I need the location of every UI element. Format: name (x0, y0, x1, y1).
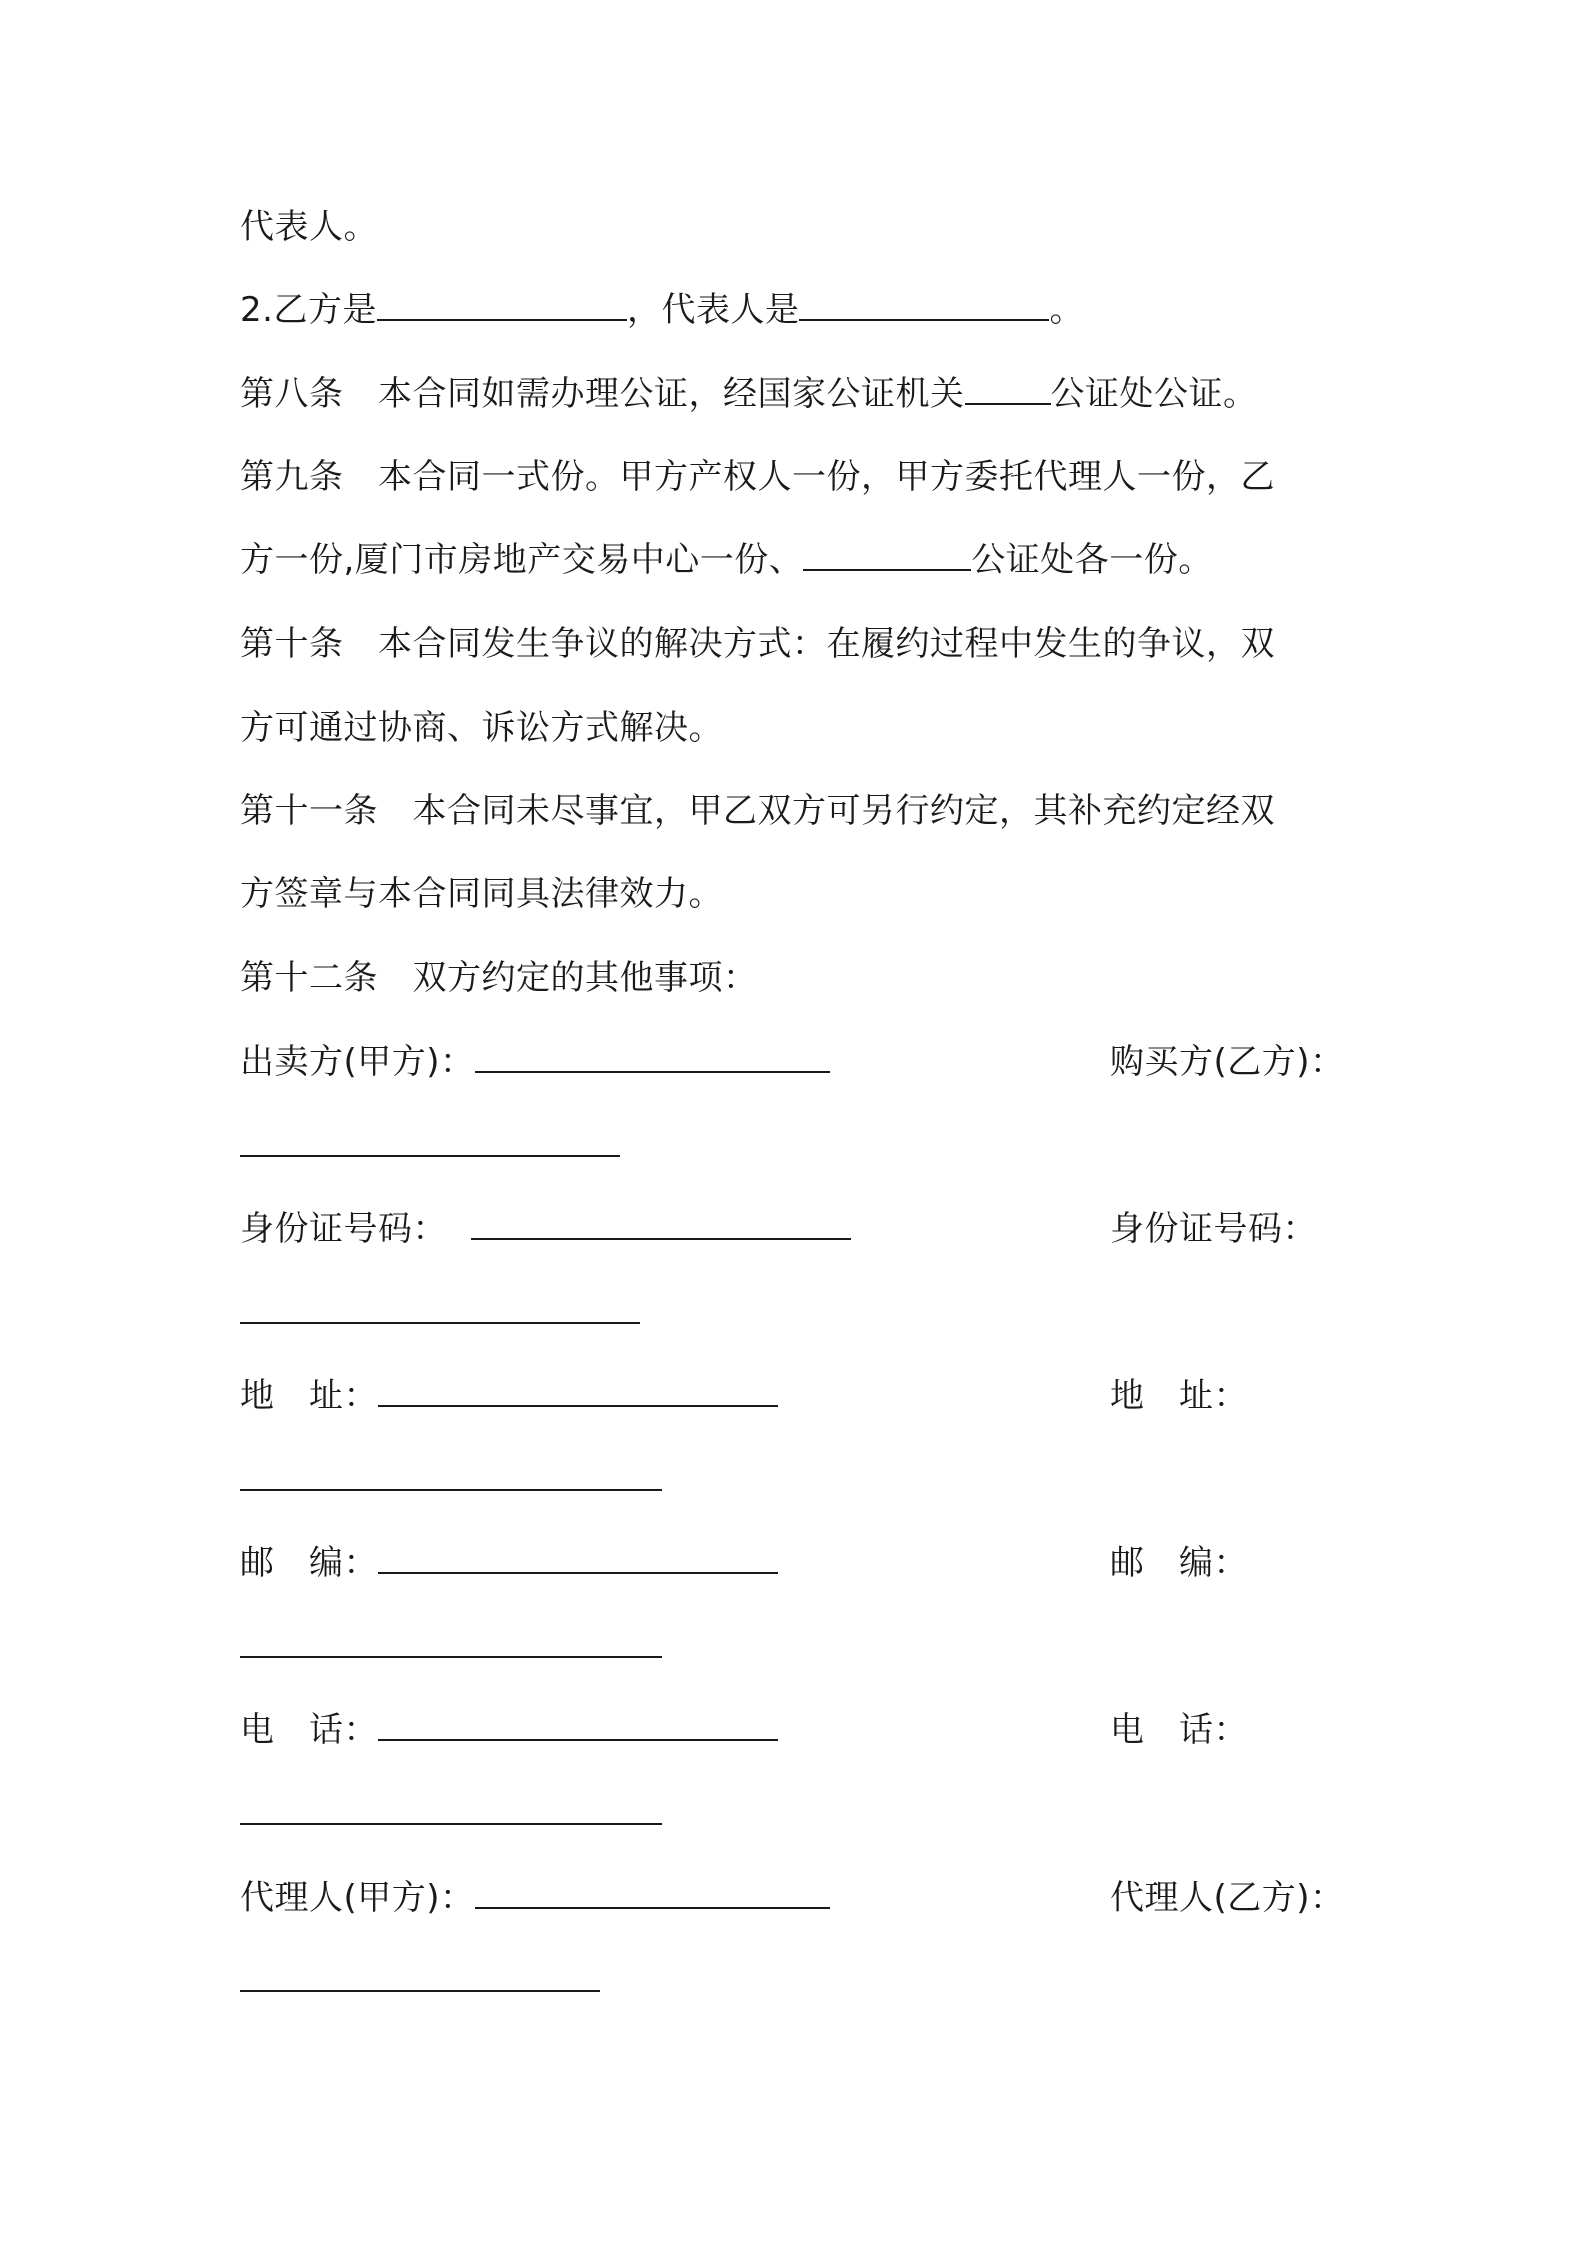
buyer-agent-blank-row (240, 1959, 600, 2003)
buyer-address-blank[interactable] (240, 1459, 662, 1491)
postcode-row: 邮 编： 邮 编： (240, 1543, 1248, 1583)
buyer-id-blank[interactable] (240, 1292, 640, 1324)
article-11-line-2: 方签章与本合同同具法律效力。 (240, 874, 723, 914)
seller-id-blank[interactable] (471, 1208, 851, 1240)
buyer-blank[interactable] (240, 1125, 620, 1157)
article-11-line-1: 第十一条 本合同未尽事宜，甲乙双方可另行约定，其补充约定经双 (240, 791, 1275, 831)
party-b-line: 2.乙方是 ，代表人是 。 (240, 290, 1084, 330)
seller-agent-blank[interactable] (475, 1877, 830, 1909)
seller-row: 出卖方(甲方)： 购买方(乙方)： (240, 1042, 1345, 1082)
notary-office-blank[interactable] (965, 373, 1051, 405)
article-10-line-2: 方可通过协商、诉讼方式解决。 (240, 708, 723, 748)
address-row: 地 址： 地 址： (240, 1376, 1248, 1416)
seller-address-blank[interactable] (378, 1375, 778, 1407)
buyer-postcode-blank[interactable] (240, 1626, 662, 1658)
seller-blank[interactable] (475, 1041, 830, 1073)
notary-copy-blank[interactable] (803, 539, 971, 571)
article-8: 第八条 本合同如需办理公证，经国家公证机关 公证处公证。 (240, 374, 1258, 414)
agent-row: 代理人(甲方)： 代理人(乙方)： (240, 1878, 1345, 1918)
buyer-id-blank-row (240, 1291, 640, 1335)
article-10-line-1: 第十条 本合同发生争议的解决方式：在履约过程中发生的争议，双 (240, 624, 1275, 664)
buyer-blank-row (240, 1124, 620, 1168)
intro-tail: 代表人。 (240, 207, 378, 247)
article-9-line-1: 第九条 本合同一式份。甲方产权人一份，甲方委托代理人一份，乙 (240, 457, 1275, 497)
buyer-address-blank-row (240, 1458, 662, 1502)
article-9-line-2: 方一份,厦门市房地产交易中心一份、 公证处各一份。 (240, 540, 1213, 580)
buyer-phone-blank[interactable] (240, 1793, 662, 1825)
phone-row: 电 话： 电 话： (240, 1710, 1248, 1750)
seller-phone-blank[interactable] (378, 1709, 778, 1741)
id-row: 身份证号码： 身份证号码： (240, 1209, 1317, 1249)
party-b-name-blank[interactable] (377, 289, 627, 321)
buyer-postcode-blank-row (240, 1625, 662, 1669)
buyer-phone-blank-row (240, 1792, 662, 1836)
buyer-agent-blank[interactable] (240, 1960, 600, 1992)
party-b-representative-blank[interactable] (799, 289, 1049, 321)
article-12: 第十二条 双方约定的其他事项： (240, 958, 758, 998)
seller-postcode-blank[interactable] (378, 1542, 778, 1574)
